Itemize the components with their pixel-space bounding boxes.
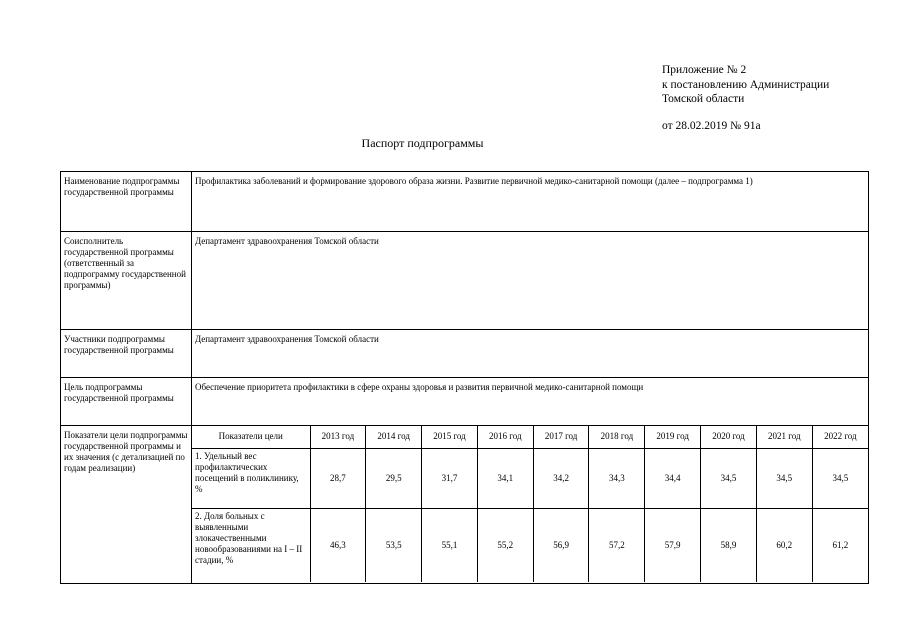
appendix-date: от 28.02.2019 № 91а [662, 119, 761, 132]
indicator-value: 31,7 [422, 448, 478, 508]
indicator-value: 34,4 [645, 448, 701, 508]
table-row [61, 172, 869, 232]
year-header: 2017 год [533, 426, 589, 448]
indicator-name: 2. Доля больных с выявленными злокачественными новообразованиями на I – II стадии, % [192, 508, 310, 582]
appendix-line-1: Приложение № 2 [662, 64, 747, 76]
indicator-value: 53,5 [366, 508, 422, 582]
indicator-row [192, 508, 868, 582]
year-header: 2018 год [589, 426, 645, 448]
table-row [61, 378, 869, 426]
row-label: Цель подпрограммы государственной программы [61, 378, 192, 426]
indicator-value: 57,9 [645, 508, 701, 582]
row-value: Департамент здравоохранения Томской области [192, 330, 869, 378]
indicators-table [192, 426, 868, 582]
table-row [61, 330, 869, 378]
appendix-block [662, 63, 829, 133]
year-header: 2013 год [310, 426, 366, 448]
indicator-value: 34,2 [533, 448, 589, 508]
year-header: 2014 год [366, 426, 422, 448]
indicator-value: 34,5 [756, 448, 812, 508]
row-value: Профилактика заболеваний и формирование здорового образа жизни. Развитие первичной медико-санитарной помощи (далее – подпрограмма 1) [192, 172, 869, 232]
row-label: Соисполнитель государственной программы (ответственный за подпрограмму государственной программы) [61, 232, 192, 330]
page-title: Паспорт подпрограммы [361, 136, 484, 150]
year-header: 2019 год [645, 426, 701, 448]
appendix-line-3: Томской области [662, 93, 745, 105]
table-row [61, 426, 869, 584]
indicator-value: 60,2 [756, 508, 812, 582]
indicator-row [192, 448, 868, 508]
indicator-value: 58,9 [701, 508, 757, 582]
row-label: Наименование подпрограммы государственной программы [61, 172, 192, 232]
indicators-header: Показатели цели [192, 426, 310, 448]
passport-table [60, 171, 869, 584]
indicators-cell [192, 426, 869, 584]
indicator-value: 28,7 [310, 448, 366, 508]
indicator-value: 29,5 [366, 448, 422, 508]
indicator-value: 55,2 [477, 508, 533, 582]
year-header: 2021 год [756, 426, 812, 448]
indicators-label: Показатели цели подпрограммы государственной программы и их значения (с детализацией по годам реализации) [61, 426, 192, 584]
indicator-value: 55,1 [422, 508, 478, 582]
year-header: 2015 год [422, 426, 478, 448]
year-header: 2020 год [701, 426, 757, 448]
indicator-value: 57,2 [589, 508, 645, 582]
appendix-line-2: к постановлению Администрации [662, 78, 830, 91]
indicator-value: 34,5 [701, 448, 757, 508]
row-value: Обеспечение приоритета профилактики в сфере охраны здоровья и развития первичной медико-санитарной помощи [192, 378, 869, 426]
indicator-value: 34,1 [477, 448, 533, 508]
table-row [61, 232, 869, 330]
indicator-value: 61,2 [812, 508, 868, 582]
indicator-value: 34,5 [812, 448, 868, 508]
row-value: Департамент здравоохранения Томской области [192, 232, 869, 330]
year-header: 2016 год [477, 426, 533, 448]
indicator-value: 46,3 [310, 508, 366, 582]
row-label: Участники подпрограммы государственной программы [61, 330, 192, 378]
indicators-header-row [192, 426, 868, 448]
indicator-name: 1. Удельный вес профилактических посещений в поликлинику, % [192, 448, 310, 508]
indicator-value: 34,3 [589, 448, 645, 508]
year-header: 2022 год [812, 426, 868, 448]
indicator-value: 56,9 [533, 508, 589, 582]
